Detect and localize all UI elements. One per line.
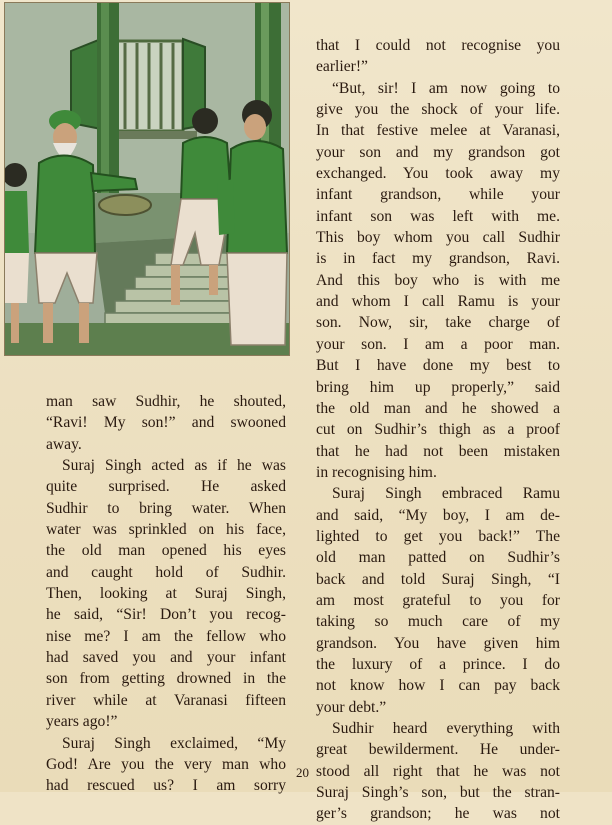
text-line: Then, looking at Suraj Singh, xyxy=(46,585,286,603)
text-line: “But, sir! I am now going to xyxy=(332,79,560,97)
text-line: This boy whom you call Sudhir xyxy=(316,229,560,247)
text-line: great bewilderment. He under- xyxy=(316,741,560,759)
text-line: river while at Varanasi fifteen xyxy=(46,691,286,709)
text-line: water was sprinkled on his face, xyxy=(46,521,286,539)
text-line: ger’s grandson; he was not xyxy=(316,805,560,823)
text-line: that I could not recognise you xyxy=(316,37,560,54)
text-line: he said, “Sir! Don’t you recog- xyxy=(46,606,286,624)
text-line: son from getting drowned in the xyxy=(46,670,286,688)
text-line: old man patted on Sudhir’s xyxy=(316,549,560,567)
text-line: grandson. You have given him xyxy=(316,634,560,652)
text-line: nise me? I am the fellow who xyxy=(46,627,286,645)
text-line: Suraj Singh embraced Ramu xyxy=(332,485,560,503)
text-line: your son and my grandson got xyxy=(316,143,560,161)
text-column-left xyxy=(46,391,286,797)
text-line: God! Are you the very man who xyxy=(46,755,286,773)
text-line: not know how I can pay back xyxy=(316,677,560,695)
text-line: cut on Sudhir’s thigh as a proof xyxy=(316,421,560,439)
text-line: exchanged. You took away my xyxy=(316,165,560,183)
text-line: man saw Sudhir, he shouted, xyxy=(46,393,286,410)
text-line: away. xyxy=(46,435,82,453)
text-line: Suraj Singh exclaimed, “My xyxy=(62,734,286,752)
text-line: Sudhir to bring water. When xyxy=(46,499,286,517)
text-line: Sudhir heard everything with xyxy=(332,720,560,737)
text-line: years ago!” xyxy=(46,713,118,731)
page-number: 20 xyxy=(296,765,309,780)
text-line: your son. I am a poor man. xyxy=(316,335,560,353)
text-line: Suraj Singh acted as if he was xyxy=(62,457,286,475)
text-line: infant grandson, while your xyxy=(316,186,560,204)
text-line: is in fact my grandson, Ravi. xyxy=(316,250,560,268)
text-line: give you the shock of your life. xyxy=(316,101,560,119)
text-line: and caught hold of Sudhir. xyxy=(46,563,286,581)
text-line: And this boy who is with me xyxy=(316,271,560,289)
text-line: and said, “My boy, I am de- xyxy=(316,506,560,524)
text-line: that he had not been mistaken xyxy=(316,442,560,460)
text-line: back and told Suraj Singh, “I xyxy=(316,570,560,588)
text-line: had rescued us? I am sorry xyxy=(46,777,286,795)
text-line: son. Now, sir, take charge of xyxy=(316,314,560,332)
text-line: earlier!” xyxy=(316,58,368,76)
text-line: the old man opened his eyes xyxy=(46,542,286,560)
text-line: taking so much care of my xyxy=(316,613,560,631)
text-line: and whom I call Ramu is your xyxy=(316,293,560,311)
text-line: your debt.” xyxy=(316,698,387,716)
text-line: the luxury of a prince. I do xyxy=(316,655,560,673)
text-line: the old man and he showed a xyxy=(316,399,560,417)
text-line: in recognising him. xyxy=(316,463,437,481)
text-line: lighted to get you back!” The xyxy=(316,527,560,545)
text-line: had saved you and your infant xyxy=(46,649,286,667)
story-illustration xyxy=(4,2,290,356)
text-line: am most grateful to you for xyxy=(316,591,560,609)
text-line: bring him up properly,” said xyxy=(316,378,560,396)
text-line: “Ravi! My son!” and swooned xyxy=(46,414,286,432)
text-line: infant son was left with me. xyxy=(316,207,560,225)
text-line: But I have done my best to xyxy=(316,357,560,375)
text-line: stood all right that he was not xyxy=(316,762,560,780)
text-column-right xyxy=(316,35,560,825)
text-line: quite surprised. He asked xyxy=(46,478,286,496)
text-line: In that festive melee at Varanasi, xyxy=(316,122,560,140)
text-line: Suraj Singh’s son, but the stran- xyxy=(316,784,560,802)
